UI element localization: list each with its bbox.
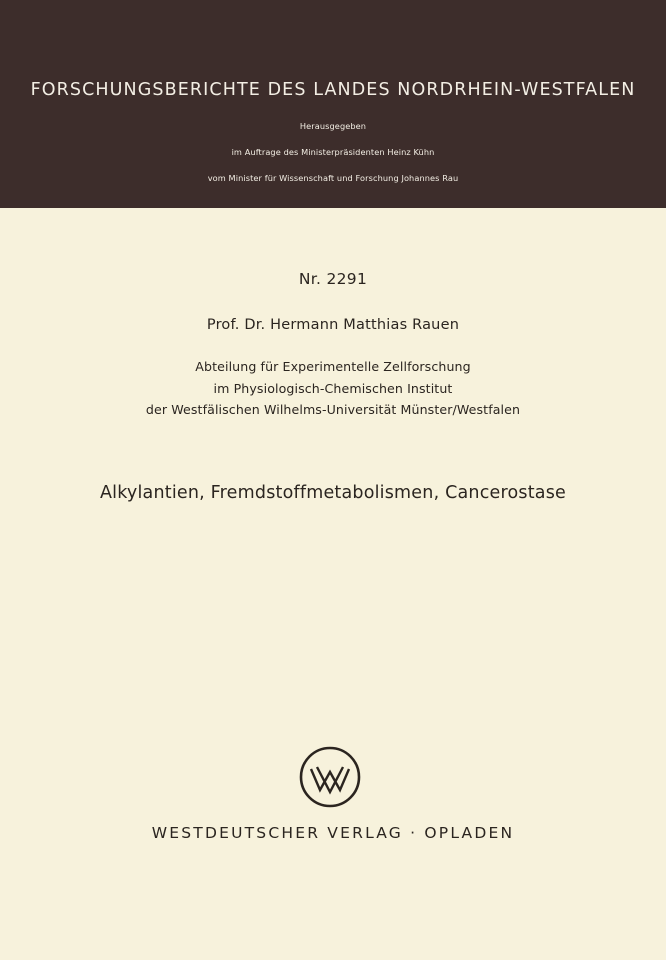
wv-monogram-logo-icon <box>298 745 362 809</box>
institution-line-3: der Westfälischen Wilhelms-Universität Münster/Westfalen <box>145 402 521 417</box>
header-band <box>0 0 666 208</box>
report-number: Nr. 2291 <box>298 270 368 288</box>
commission-line: im Auftrage des Ministerpräsidenten Heinz Kühn <box>231 147 435 157</box>
book-title: Alkylantien, Fremdstoffmetabolismen, Cancerostase <box>99 483 567 503</box>
minister-line: vom Minister für Wissenschaft und Forschung Johannes Rau <box>207 173 459 183</box>
author-name: Prof. Dr. Hermann Matthias Rauen <box>206 317 460 333</box>
institution-line-2: im Physiologisch-Chemischen Institut <box>213 381 453 396</box>
institution-line-1: Abteilung für Experimentelle Zellforschung <box>195 359 471 374</box>
publisher-name: WESTDEUTSCHER VERLAG · OPLADEN <box>151 824 515 842</box>
series-title: FORSCHUNGSBERICHTE DES LANDES NORDRHEIN-WESTFALEN <box>30 80 636 100</box>
editor-line: Herausgegeben <box>299 121 367 131</box>
